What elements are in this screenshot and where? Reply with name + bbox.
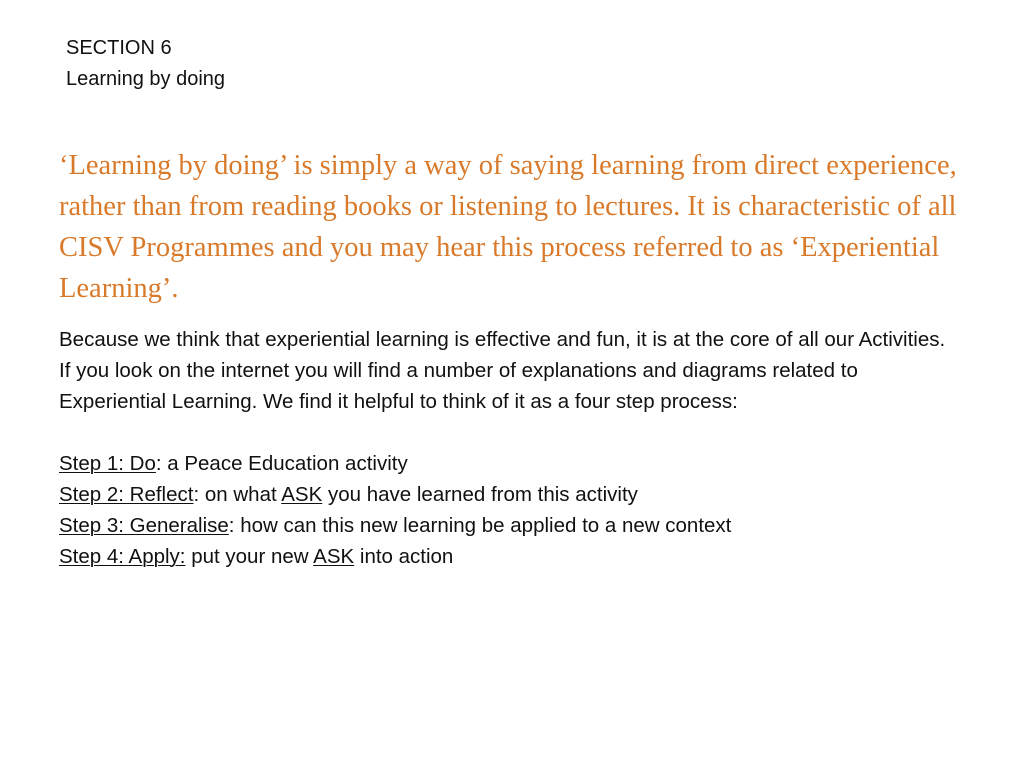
step-2: [59, 479, 959, 510]
intro-quote: ‘Learning by doing’ is simply a way of saying learning from direct experience, rather than from reading books or listening to lectures. It is characteristic of all CISV Programmes and you may hear this process referred to as ‘Experiential Learning’.: [59, 150, 957, 304]
step-1-label: Step 1: Do: [59, 452, 156, 475]
step-2-ask: ASK: [281, 483, 323, 506]
step-4-text-after: into action: [354, 545, 454, 568]
step-4-text-before: put your new: [185, 545, 314, 568]
step-2-text-after: you have learned from this activity: [322, 483, 638, 506]
section-number: SECTION 6: [66, 37, 172, 59]
paragraph-intro: Because we think that experiential learning is effective and fun, it is at the core of all our Activities.: [59, 328, 946, 351]
step-1: [59, 448, 959, 479]
spacer: [59, 417, 959, 448]
step-4-label: Step 4: Apply:: [59, 545, 186, 568]
step-3-text: : how can this new learning be applied to a new context: [228, 514, 732, 537]
step-1-text: : a Peace Education activity: [155, 452, 408, 475]
step-2-text-before: : on what: [193, 483, 282, 506]
paragraph-internet: If you look on the internet you will find a number of explanations and diagrams related to Experiential Learning. We find it helpful to think of it as a four step process:: [59, 359, 858, 413]
step-3: [59, 510, 959, 541]
step-2-label: Step 2: Reflect: [59, 483, 194, 506]
section-title: Learning by doing: [66, 68, 226, 90]
step-4-ask: ASK: [313, 545, 355, 568]
step-4: [59, 541, 959, 572]
section-header: [66, 33, 225, 95]
step-3-label: Step 3: Generalise: [59, 514, 229, 537]
body-text: [59, 324, 959, 572]
